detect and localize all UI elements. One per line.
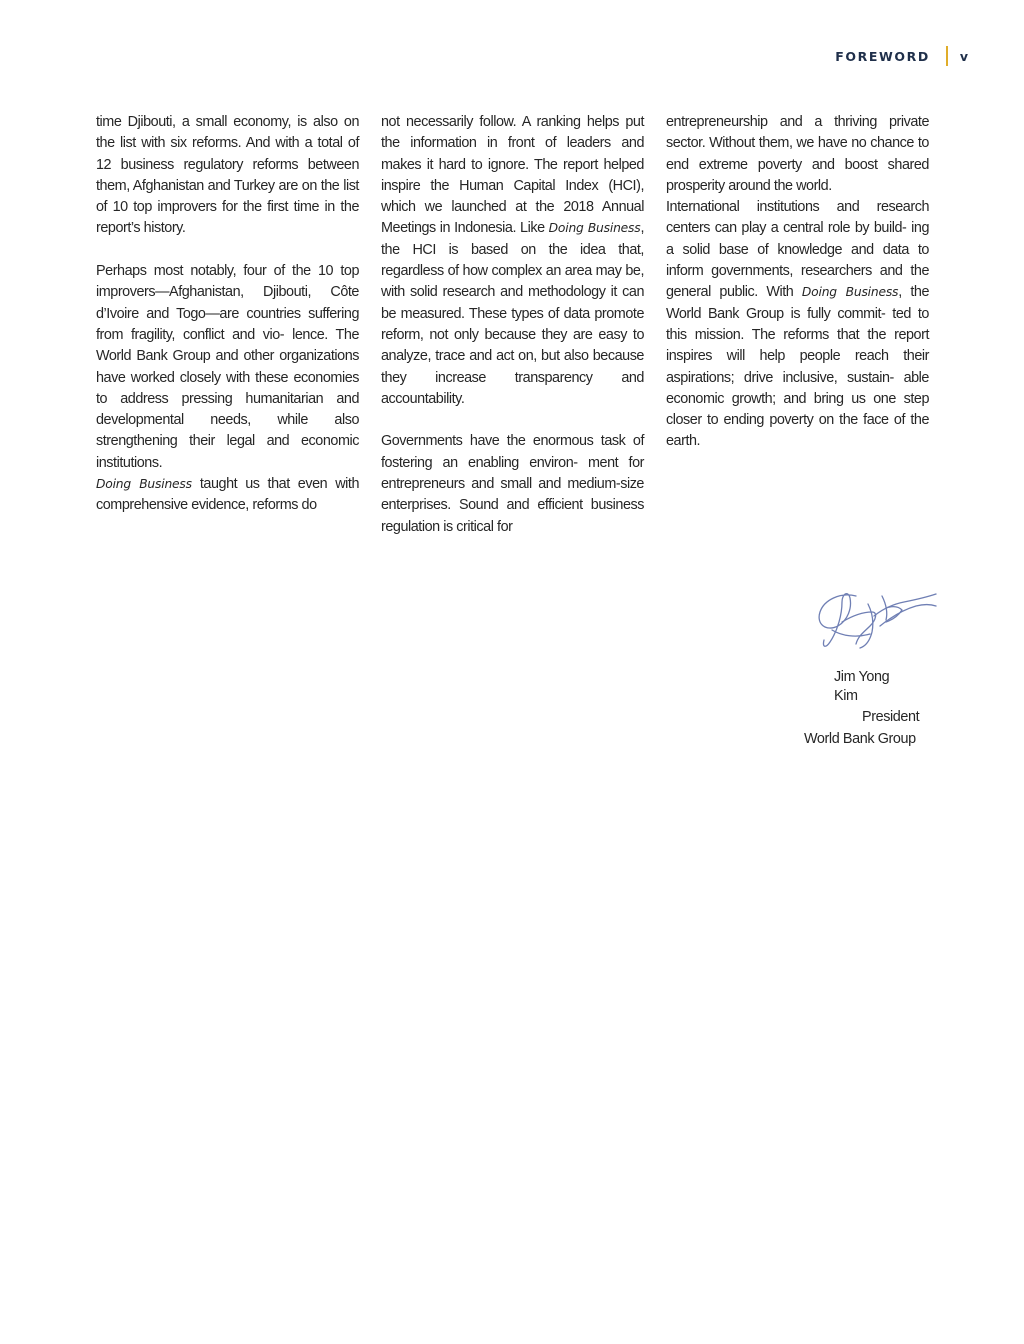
text-column-3 [666, 112, 929, 453]
page-number: v [959, 48, 968, 64]
text-column-2 [381, 112, 644, 538]
header-divider [946, 46, 948, 66]
paragraph-text: taught us that even with comprehensive evidence, reforms do [96, 476, 359, 514]
signatory-name: Jim Yong Kim [834, 669, 890, 704]
paragraph [666, 197, 929, 453]
paragraph [96, 474, 359, 517]
paragraph: entrepreneurship and a thriving private sector. Without them, we have no chance to end extreme poverty and boost shared prosperity around the world. [666, 114, 929, 194]
signatory-title: President [862, 709, 920, 725]
paragraph-text: International institutions and research centers can play a central role by build- ing a solid base of knowledge and data to inform governments, researchers and the general public. With [666, 199, 929, 301]
paragraph [381, 112, 644, 410]
paragraph: time Djibouti, a small economy, is also on the list with six reforms. And with a total of 12 business regulatory reforms between them, Afghanistan and Turkey are on the list of 10 top improvers for the first time in the report’s history. [96, 114, 359, 237]
paragraph: Perhaps most notably, four of the 10 top improvers—Afghanistan, Djibouti, Côte d’Ivoire and Togo—are countries suffering from fragility, conflict and vio- lence. The World Bank Group and other organizations have worked closely with these economies to address pressing humanitarian and developmental needs, while also strengthening their legal and economic institutions. [96, 263, 359, 471]
paragraph: Governments have the enormous task of fostering an enabling environ- ment for entrepreneurs and small and medium-size enterprises. Sound and efficient business regulation is critical for [381, 433, 644, 535]
signatory-organization: World Bank Group [804, 730, 916, 747]
paragraph-text: , the World Bank Group is fully commit- ted to this mission. The reforms that the report inspires will help people reach their aspirations; drive inclusive, sustain- able economic growth; and bring us one step closer to ending poverty on the face of the earth. [666, 284, 929, 450]
section-title: FOREWORD [835, 48, 930, 64]
publication-title: Doing Business [801, 285, 899, 300]
publication-title: Doing Business [548, 221, 641, 236]
text-column-1 [96, 112, 359, 517]
publication-title: Doing Business [96, 477, 192, 492]
signature-block [796, 668, 936, 748]
paragraph-text: , the HCI is based on the idea that, regardless of how complex an area may be, with solid research and methodology it can be measured. These types of data promote reform, not only because they are easy to analyze, trace and act on, but also because they increase transparency and accountability. [381, 220, 645, 407]
signature-image [812, 582, 940, 654]
running-header [835, 46, 968, 66]
paragraph-text: not necessarily follow. A ranking helps put the information in front of leaders and makes it hard to ignore. The report helped inspire the Human Capital Index (HCI), which we launched at the 2018 Annual Meetings in Indonesia. Like [381, 114, 644, 237]
